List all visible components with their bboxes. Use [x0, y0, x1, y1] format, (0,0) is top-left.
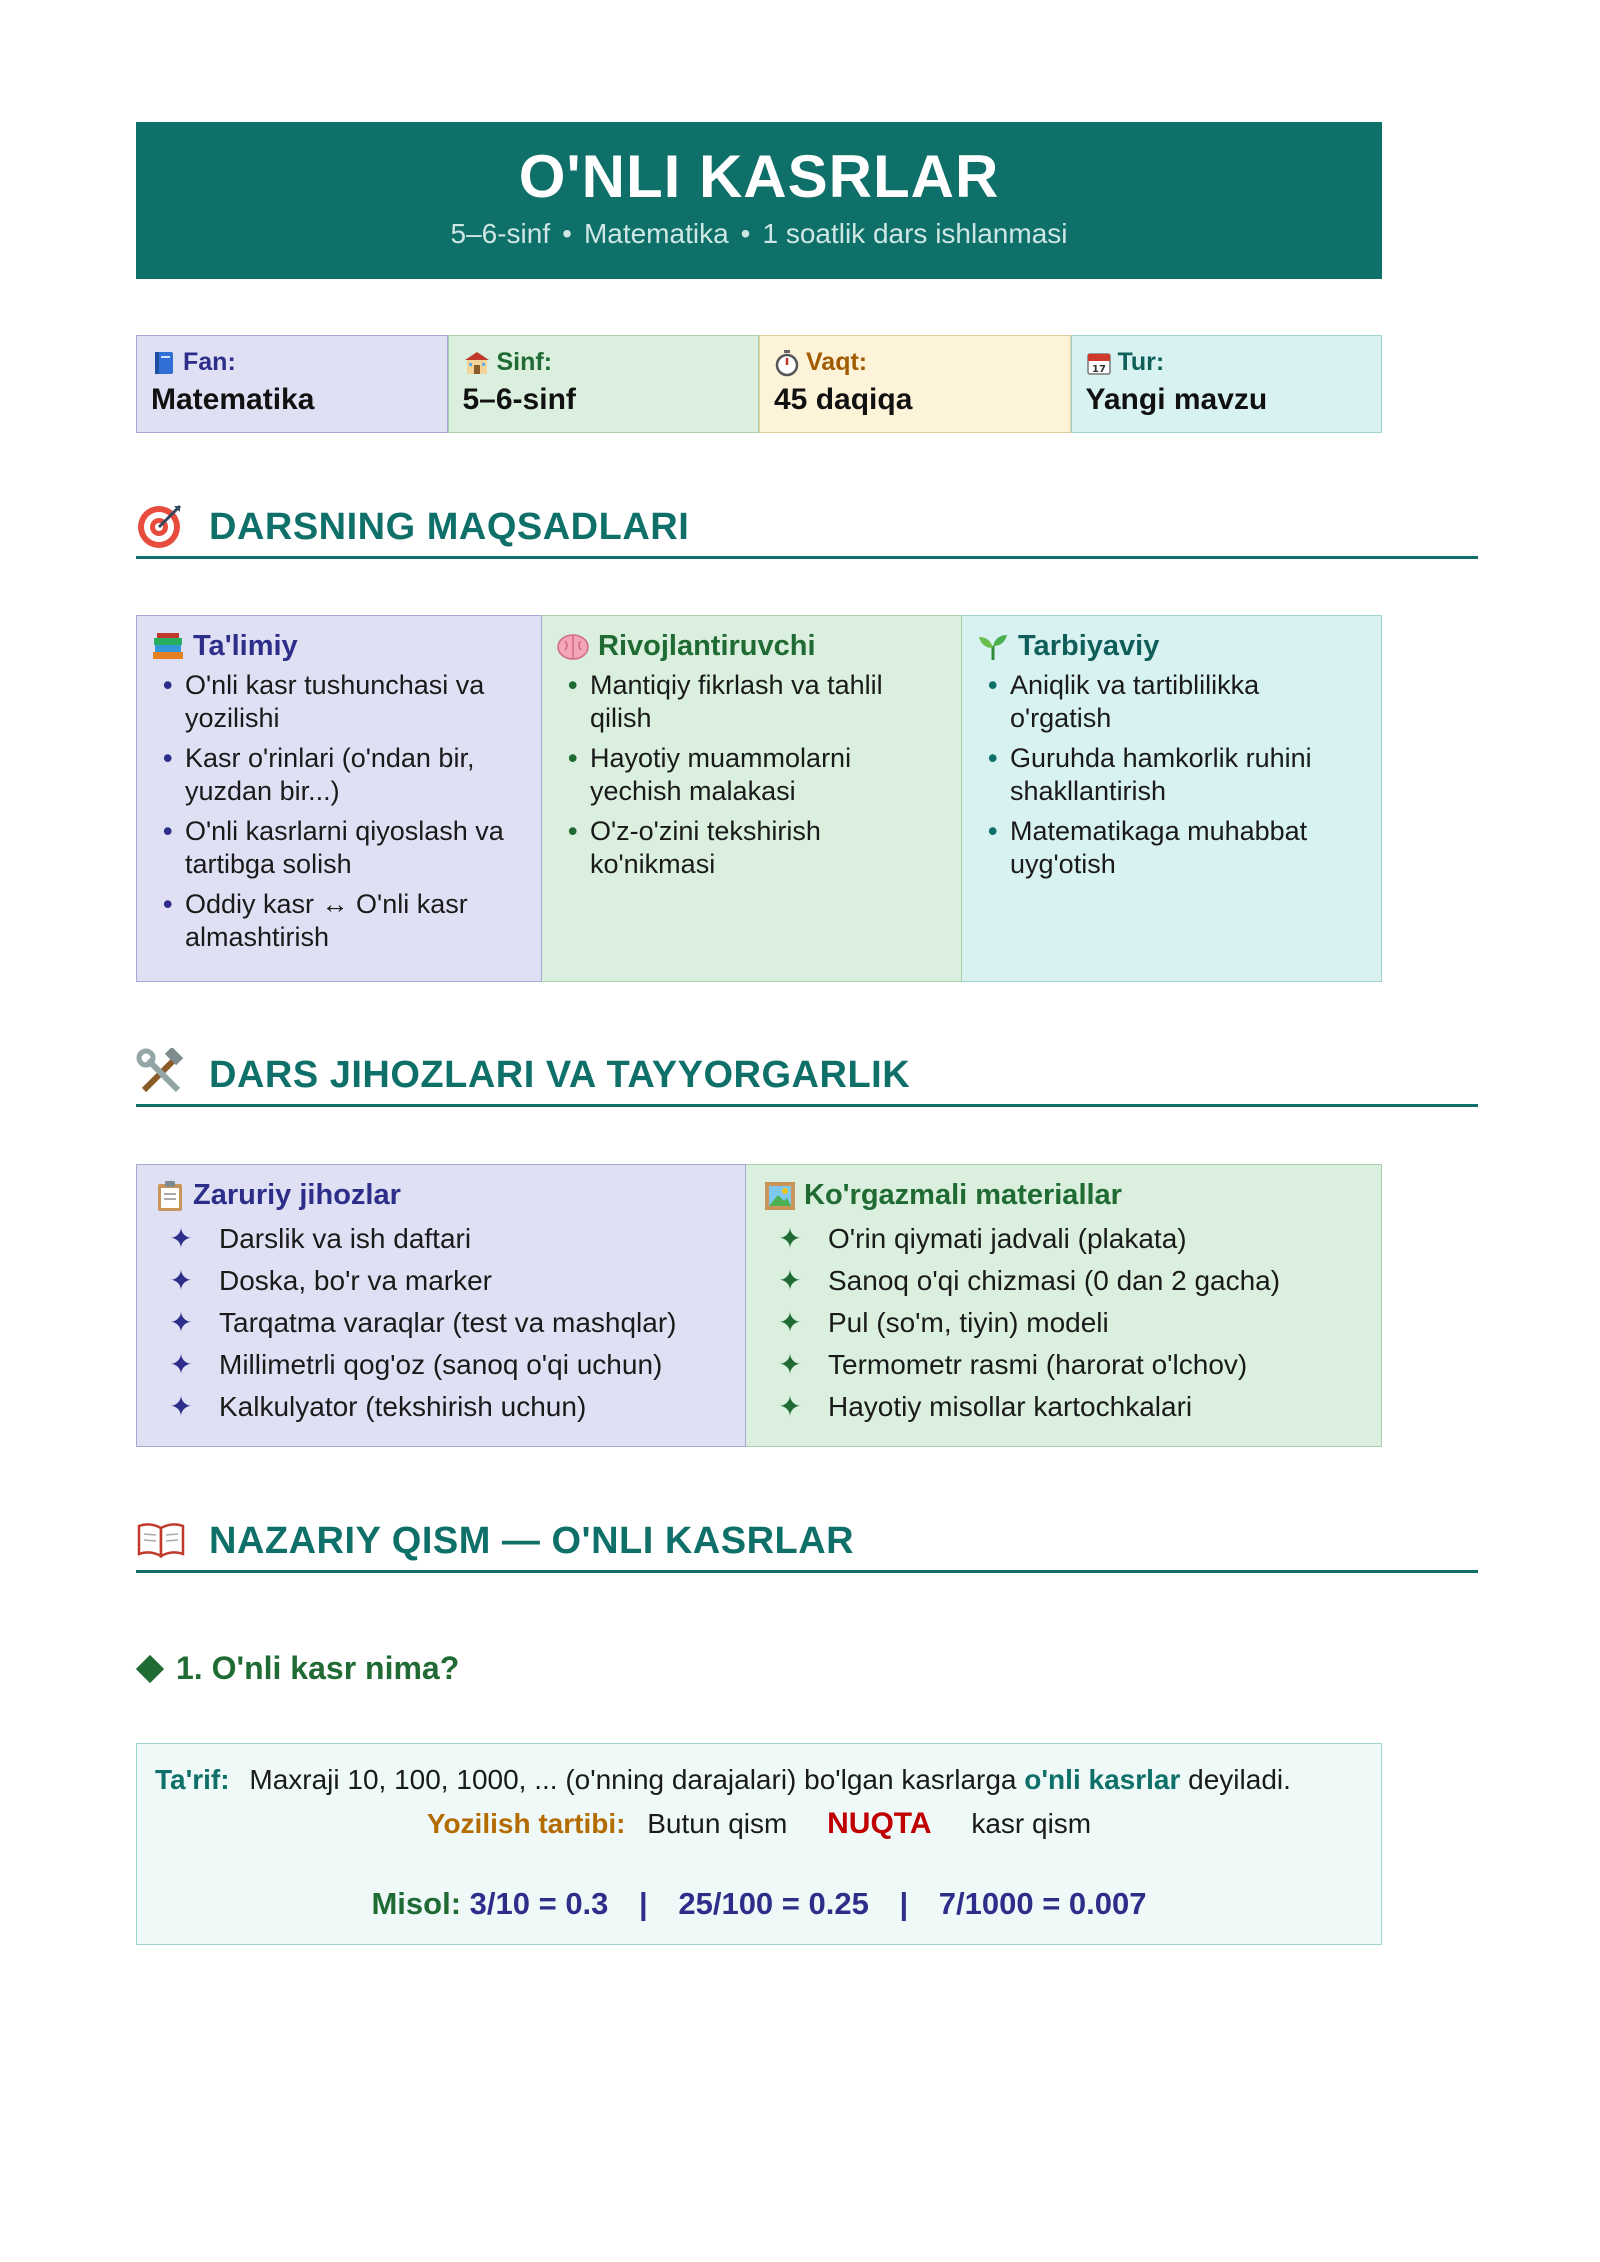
- bullet-separator: •: [740, 218, 751, 249]
- brain-icon: [556, 632, 590, 662]
- info-box-type: [1071, 335, 1383, 433]
- writing-fraction-part: kasr qism: [971, 1808, 1092, 1839]
- equipment-column-required: [136, 1164, 746, 1447]
- info-label-row: [774, 348, 1056, 377]
- sparkle-bullet-icon: ✦: [778, 1223, 802, 1254]
- info-label-row: [1086, 348, 1368, 377]
- list-item: • Kasr o'rinlari (o'ndan bir, yuzdan bir...): [163, 743, 475, 806]
- sparkle-bullet-icon: ✦: [778, 1391, 802, 1422]
- info-value: 5–6-sinf: [462, 383, 576, 416]
- sparkle-bullet-icon: ✦: [169, 1265, 193, 1296]
- info-value: Yangi mavzu: [1085, 383, 1268, 416]
- list-item-text: Hayotiy muammolarni yechish malakasi: [590, 743, 852, 806]
- subsection-heading: [136, 1650, 459, 1687]
- list-item: [764, 1218, 1363, 1260]
- definition-text: Maxraji 10, 100, 1000, ... (o'nning darajalari) bo'lgan kasrlarga: [249, 1764, 1017, 1795]
- stopwatch-icon: [774, 349, 800, 377]
- sparkle-bullet-icon: ✦: [778, 1307, 802, 1338]
- svg-text:17: 17: [1091, 363, 1106, 375]
- example-separator: |: [899, 1886, 909, 1921]
- list-item-text: O'nli kasr tushunchasi va yozilishi: [185, 670, 485, 733]
- lesson-info-row: [136, 335, 1382, 433]
- sparkle-bullet-icon: ✦: [169, 1223, 193, 1254]
- list-item-text: Oddiy kasr ↔ O'nli kasr almashtirish: [185, 889, 468, 952]
- list-item-text: Kalkulyator (tekshirish uchun): [219, 1391, 587, 1422]
- framed-picture-icon: [764, 1181, 796, 1211]
- list-item: [764, 1344, 1363, 1386]
- goal-list: [556, 669, 947, 881]
- blue-book-icon: [151, 350, 177, 376]
- list-item-text: Sanoq o'qi chizmasi (0 dan 2 gacha): [828, 1265, 1281, 1296]
- column-title: Rivojlantiruvchi: [598, 630, 816, 662]
- list-item: [764, 1302, 1363, 1344]
- example-separator: |: [639, 1886, 648, 1921]
- info-value: Matematika: [151, 383, 315, 416]
- subtitle-description: 1 soatlik dars ishlanmasi: [762, 218, 1068, 249]
- goal-column-developmental: [542, 615, 962, 982]
- info-label: Sinf:: [496, 348, 553, 376]
- list-item-text: Doska, bo'r va marker: [219, 1265, 492, 1296]
- list-item-text: Kasr o'rinlari (o'ndan bir, yuzdan bir...): [185, 743, 475, 806]
- info-label: Fan:: [183, 348, 236, 376]
- subsection-title: 1. O'nli kasr nima?: [176, 1650, 460, 1686]
- info-box-time: [759, 335, 1071, 433]
- info-label: Vaqt:: [806, 348, 868, 376]
- example-item: 3/10 = 0.3: [469, 1886, 609, 1921]
- list-item-text: Millimetrli qog'oz (sanoq o'qi uchun): [219, 1349, 663, 1380]
- column-title: Zaruriy jihozlar: [193, 1179, 401, 1211]
- books-icon: [151, 632, 185, 662]
- list-item: [155, 1260, 727, 1302]
- list-item-text: O'z-o'zini tekshirish ko'nikmasi: [590, 816, 821, 879]
- list-item: [155, 1344, 727, 1386]
- list-item: [764, 1386, 1363, 1428]
- section-heading-theory: [136, 1514, 1478, 1573]
- equipment-list: [764, 1218, 1363, 1428]
- section-title: NAZARIY QISM — O'NLI KASRLAR: [209, 1520, 855, 1562]
- section-title: DARSNING MAQSADLARI: [209, 506, 690, 548]
- list-item: • Oddiy kasr ↔ O'nli kasr almashtirish: [163, 889, 468, 952]
- goal-column-educational: [136, 615, 542, 982]
- page-title: O'NLI KASRLAR: [518, 143, 1000, 210]
- title-banner: [136, 122, 1382, 279]
- list-item-text: Matematikaga muhabbat uyg'otish: [1010, 816, 1308, 879]
- list-item-text: Hayotiy misollar kartochkalari: [828, 1391, 1193, 1422]
- equipment-grid: [136, 1164, 1382, 1447]
- list-item: [155, 1386, 727, 1428]
- section-title: DARS JIHOZLARI VA TAYYORGARLIK: [209, 1054, 911, 1096]
- list-item: [764, 1260, 1363, 1302]
- column-title: Ta'limiy: [193, 630, 298, 662]
- list-item-text: Mantiqiy fikrlash va tahlil qilish: [590, 670, 883, 733]
- hammer-wrench-icon: [136, 1048, 186, 1098]
- list-item-text: O'rin qiymati jadvali (plakata): [828, 1223, 1187, 1254]
- sparkle-bullet-icon: ✦: [778, 1265, 802, 1296]
- writing-whole-part: Butun qism: [647, 1808, 788, 1839]
- column-title-row: [764, 1179, 1363, 1212]
- list-item: [155, 1218, 727, 1260]
- list-item: • Matematikaga muhabbat uyg'otish: [988, 816, 1308, 879]
- info-value: 45 daqiqa: [774, 383, 913, 416]
- goals-grid: [136, 615, 1382, 982]
- definition-line: [155, 1764, 1291, 1796]
- column-title-row: [556, 630, 947, 663]
- open-book-icon: [136, 1514, 186, 1564]
- target-icon: [136, 500, 186, 550]
- section-heading-goals: [136, 500, 1478, 559]
- info-label: Tur:: [1117, 348, 1165, 376]
- goal-list: [976, 669, 1367, 881]
- info-box-subject: [136, 335, 448, 433]
- example-item: 25/100 = 0.25: [678, 1886, 869, 1921]
- sparkle-bullet-icon: ✦: [169, 1307, 193, 1338]
- equipment-column-visual: [746, 1164, 1382, 1447]
- definition-label: Ta'rif:: [155, 1764, 230, 1795]
- definition-box: [136, 1743, 1382, 1945]
- writing-order-label: Yozilish tartibi:: [426, 1808, 626, 1839]
- sparkle-bullet-icon: ✦: [169, 1349, 193, 1380]
- info-box-grade: [448, 335, 760, 433]
- info-label-row: [151, 348, 433, 377]
- subtitle-subject: Matematika: [583, 218, 729, 249]
- column-title: Ko'rgazmali materiallar: [804, 1179, 1122, 1211]
- bullet-separator: •: [562, 218, 572, 249]
- example-label: Misol:: [371, 1886, 462, 1921]
- list-item-text: Guruhda hamkorlik ruhini shakllantirish: [1010, 743, 1312, 806]
- list-item: • O'nli kasr tushunchasi va yozilishi: [163, 670, 485, 733]
- list-item: [155, 1302, 727, 1344]
- list-item: • Hayotiy muammolarni yechish malakasi: [568, 743, 852, 806]
- seedling-icon: [976, 632, 1010, 662]
- column-title-row: [976, 630, 1367, 663]
- definition-end: deyiladi.: [1188, 1764, 1291, 1795]
- page-subtitle: [136, 218, 1382, 250]
- list-item-text: Aniqlik va tartiblilikka o'rgatish: [1010, 670, 1260, 733]
- section-heading-equipment: [136, 1048, 1478, 1107]
- list-item: • Mantiqiy fikrlash va tahlil qilish: [568, 670, 883, 733]
- equipment-list: [155, 1218, 727, 1428]
- list-item-text: Darslik va ish daftari: [219, 1223, 472, 1254]
- goal-list: [151, 669, 527, 954]
- definition-highlight: o'nli kasrlar: [1024, 1764, 1181, 1795]
- school-icon: [463, 350, 491, 376]
- column-title: Tarbiyaviy: [1018, 630, 1160, 662]
- list-item-text: Pul (so'm, tiyin) modeli: [828, 1307, 1109, 1338]
- list-item: • Aniqlik va tartiblilikka o'rgatish: [988, 670, 1260, 733]
- list-item: • O'nli kasrlarni qiyoslash va tartibga solish: [163, 816, 504, 879]
- list-item-text: O'nli kasrlarni qiyoslash va tartibga solish: [185, 816, 504, 879]
- list-item-text: Tarqatma varaqlar (test va mashqlar): [219, 1307, 677, 1338]
- info-label-row: [463, 348, 745, 377]
- writing-dot: NUQTA: [827, 1807, 932, 1840]
- list-item-text: Termometr rasmi (harorat o'lchov): [828, 1349, 1248, 1380]
- goal-column-upbringing: [962, 615, 1382, 982]
- diamond-bullet-icon: [136, 1654, 164, 1682]
- list-item: • O'z-o'zini tekshirish ko'nikmasi: [568, 816, 821, 879]
- column-title-row: [155, 1179, 727, 1212]
- calendar-icon: [1086, 350, 1112, 376]
- examples-line: [137, 1886, 1381, 1922]
- clipboard-icon: [155, 1180, 185, 1212]
- example-item: 7/1000 = 0.007: [938, 1886, 1147, 1921]
- column-title-row: [151, 630, 527, 663]
- writing-order-line: [137, 1807, 1381, 1841]
- sparkle-bullet-icon: ✦: [778, 1349, 802, 1380]
- subtitle-grade: 5–6-sinf: [450, 218, 551, 249]
- sparkle-bullet-icon: ✦: [169, 1391, 193, 1422]
- list-item: • Guruhda hamkorlik ruhini shakllantirish: [988, 743, 1312, 806]
